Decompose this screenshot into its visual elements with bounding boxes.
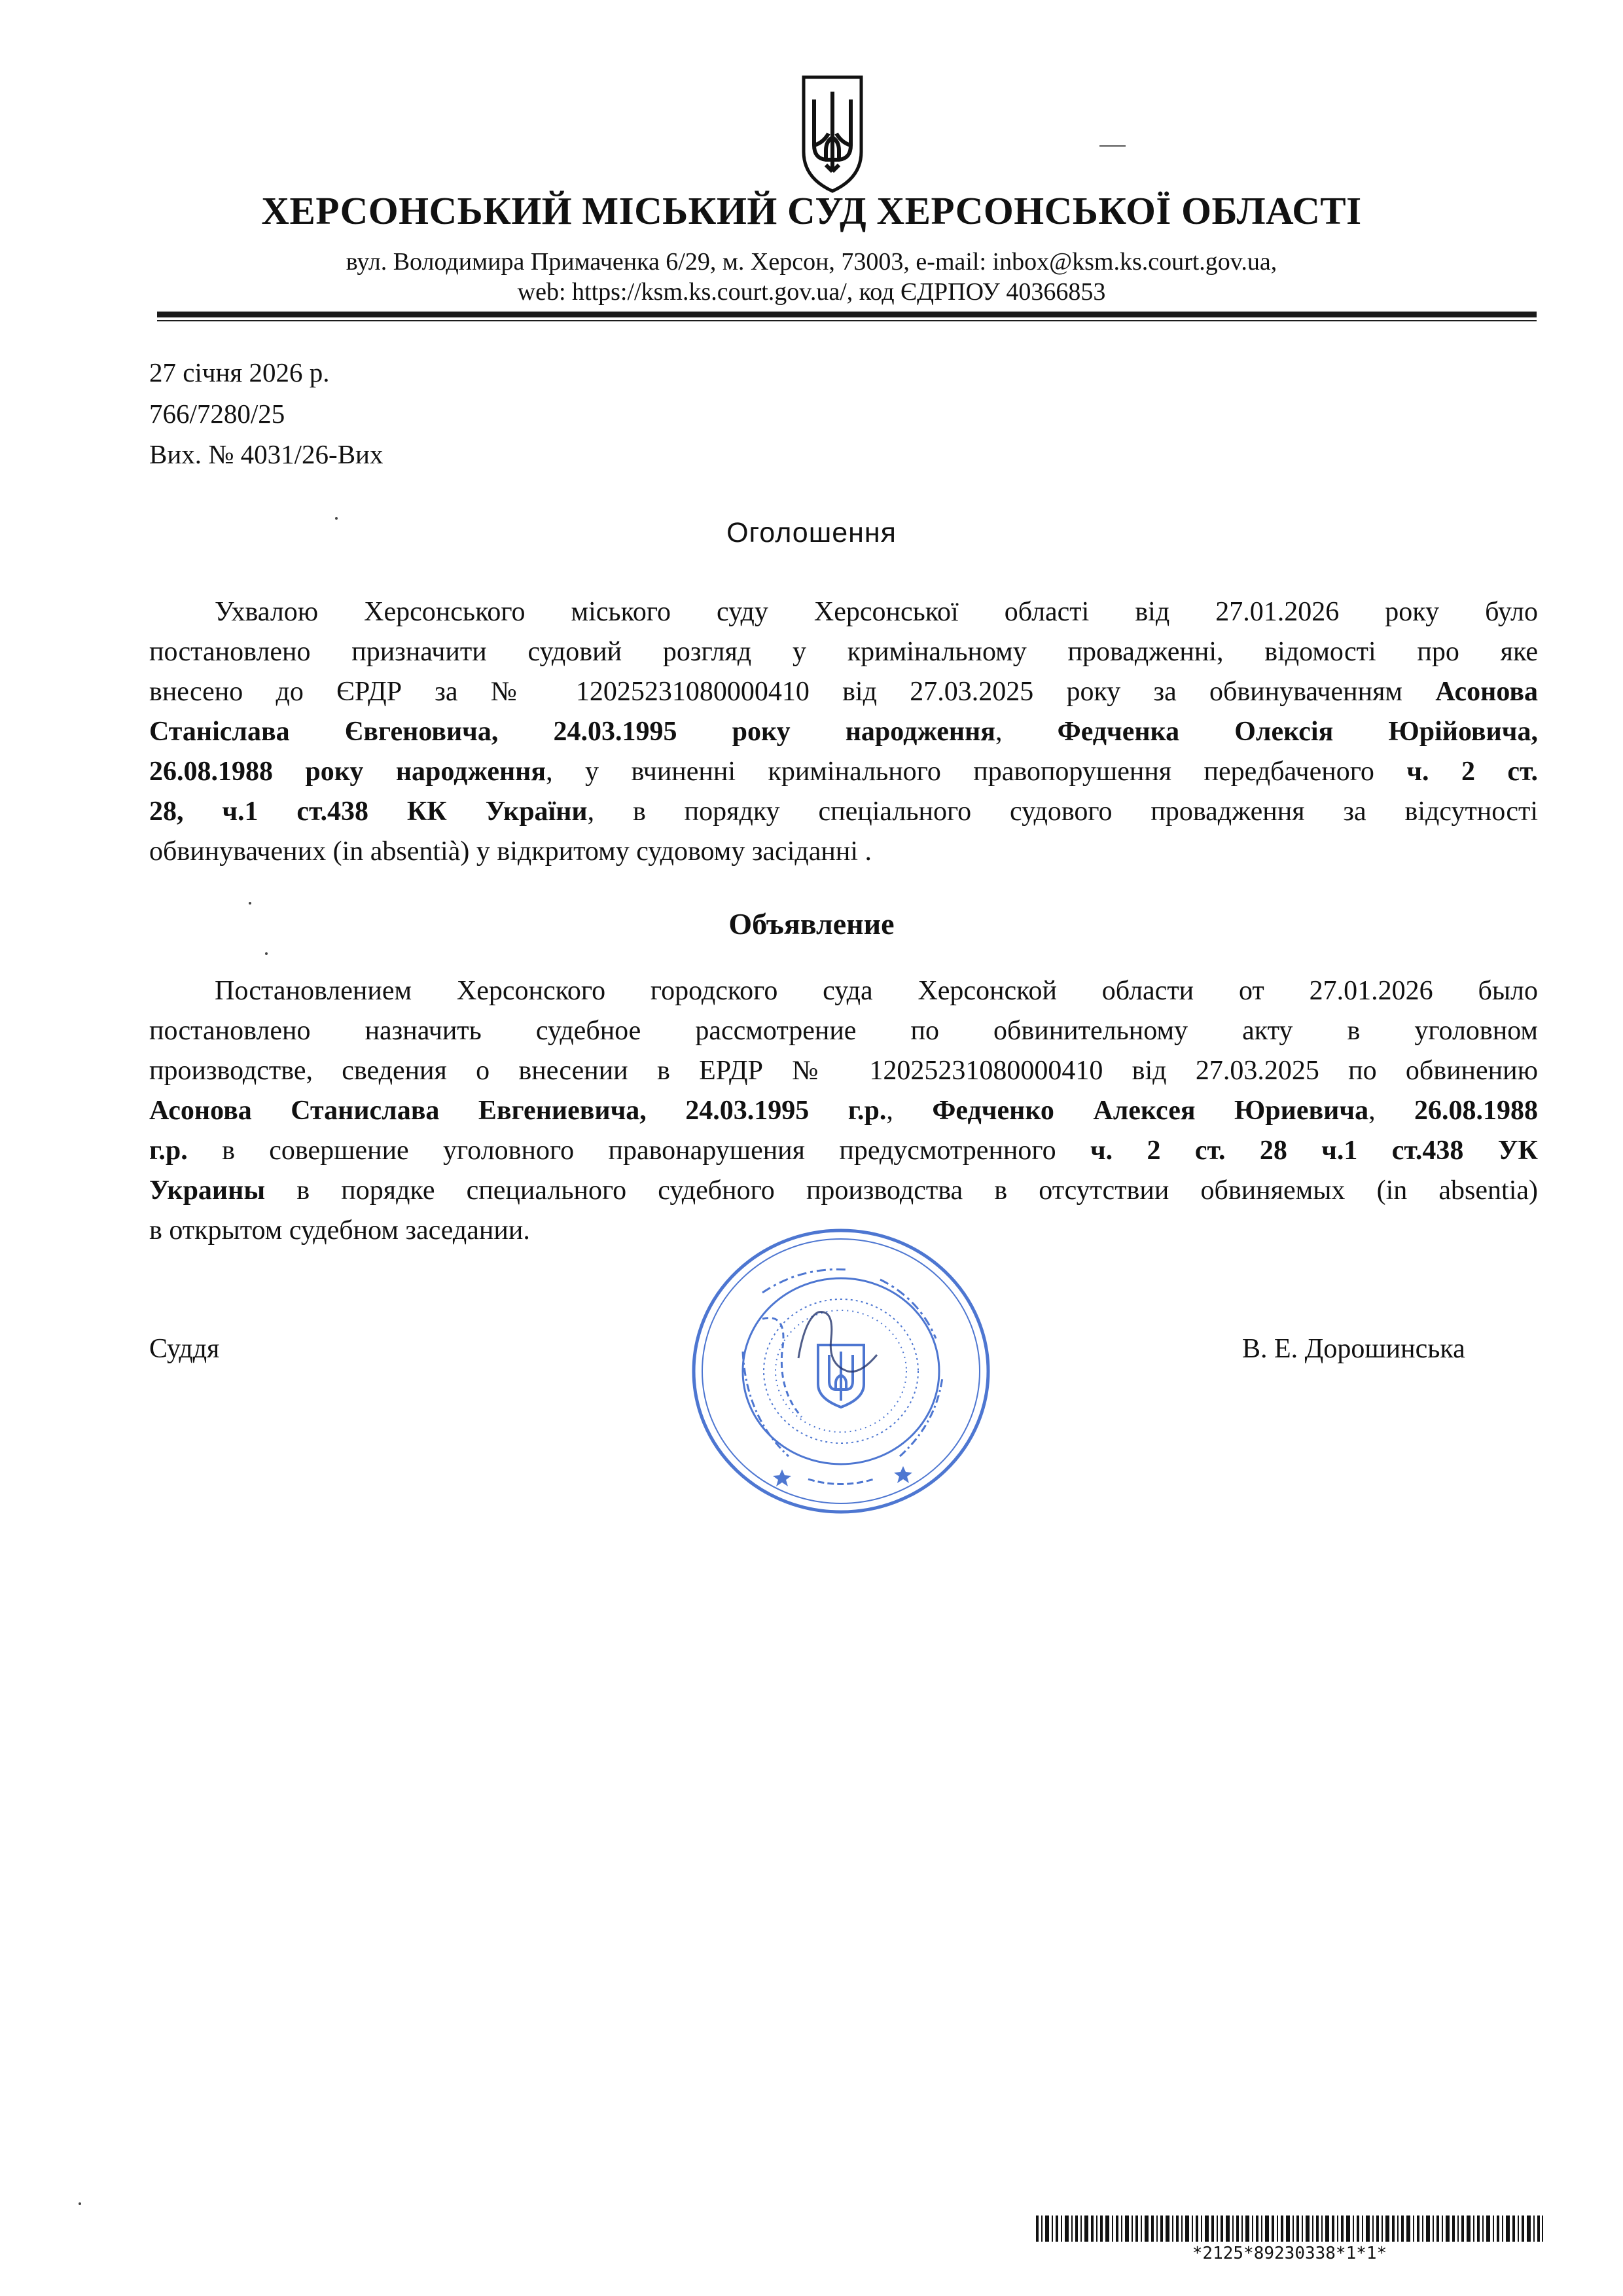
text-run: , в порядку спеціального судового провадження за відсутності xyxy=(587,797,1538,827)
trident-coat-of-arms-icon xyxy=(800,73,865,194)
bold-text: ч. 2 ст. xyxy=(1406,757,1538,787)
text-run: Постановлением Херсонского городского суда Херсонской области от 27.01.2026 было xyxy=(215,976,1538,1006)
bold-text: Станіслава Євгеновича, 24.03.1995 року народження xyxy=(149,717,995,747)
announcement-body-ua xyxy=(149,592,1538,872)
announcement-body-ru xyxy=(149,971,1538,1251)
text-run: постановлено призначити судовий розгляд у кримінальному провадженні, відомості про яке xyxy=(149,637,1538,667)
paragraph-line xyxy=(149,1171,1538,1211)
text-run: Ухвалою Херсонського міського суду Херсонської області від 27.01.2026 року було xyxy=(215,597,1538,627)
paragraph-line xyxy=(149,832,1538,872)
announcement-heading-ua: Оголошення xyxy=(726,517,897,548)
text-run: обвинувачених (in absentià) у відкритому судовому засіданні . xyxy=(149,836,872,867)
header-divider xyxy=(157,312,1537,317)
paragraph-line xyxy=(149,752,1538,792)
paragraph-line xyxy=(149,1091,1538,1131)
court-seal-stamp-icon xyxy=(684,1221,998,1522)
text-run: в открытом судебном заседании. xyxy=(149,1215,530,1246)
bold-text: Федченко Алексея Юриевича xyxy=(932,1096,1369,1126)
court-address: вул. Володимира Примаченка 6/29, м. Херсон, 73003, e-mail: inbox@ksm.ks.court.gov.ua, xyxy=(346,248,1277,276)
paragraph-line xyxy=(149,592,1538,632)
bold-text: г.р. xyxy=(149,1136,188,1166)
bold-text: ч. 2 ст. 28 ч.1 ст.438 УК xyxy=(1090,1136,1538,1166)
text-run: , у вчиненні кримінального правопорушення передбаченого xyxy=(546,757,1407,787)
judge-label: Суддя xyxy=(149,1334,220,1364)
paragraph-line xyxy=(149,712,1538,752)
bold-text: 26.08.1988 року народження xyxy=(149,757,546,787)
paragraph-line xyxy=(149,971,1538,1011)
header-divider-thin xyxy=(157,320,1537,321)
bold-text: Асонова Станислава Евгениевича, 24.03.1995 г.р. xyxy=(149,1096,887,1126)
paragraph-line xyxy=(149,672,1538,712)
paragraph-line xyxy=(149,632,1538,672)
scan-mark xyxy=(1099,145,1126,147)
bold-text: 26.08.1988 xyxy=(1414,1096,1539,1126)
paragraph-line xyxy=(149,1131,1538,1171)
text-run: , xyxy=(886,1096,933,1126)
bold-text: Асонова xyxy=(1435,677,1538,707)
text-run: внесено до ЄРДР за № 12025231080000410 від 27.03.2025 року за обвинуваченням xyxy=(149,677,1436,707)
scan-speck xyxy=(249,902,251,905)
text-run: в порядке специального судебного производства в отсутствии обвиняемых (in absentia) xyxy=(265,1175,1538,1206)
court-name: ХЕРСОНСЬКИЙ МІСЬКИЙ СУД ХЕРСОНСЬКОЇ ОБЛАСТІ xyxy=(261,189,1362,232)
announcement-heading-ru: Объявление xyxy=(728,907,895,941)
scan-speck xyxy=(79,2202,81,2205)
text-run: производстве, сведения о внесении в ЕРДР № 12025231080000410 від 27.03.2025 по обвинению xyxy=(149,1056,1538,1086)
case-number: 766/7280/25 xyxy=(149,399,285,429)
paragraph-line xyxy=(149,1011,1538,1051)
paragraph-line xyxy=(149,1051,1538,1091)
bold-text: Украины xyxy=(149,1175,266,1206)
text-run: , xyxy=(995,717,1058,747)
text-run: , xyxy=(1368,1096,1415,1126)
bold-text: 28, ч.1 ст.438 КК України xyxy=(149,797,588,827)
outgoing-number: Вих. № 4031/26-Вих xyxy=(149,439,383,469)
scan-speck xyxy=(265,952,268,955)
scan-speck xyxy=(335,517,338,520)
court-web-and-code: web: https://ksm.ks.court.gov.ua/, код ЄДРПОУ 40366853 xyxy=(517,278,1106,306)
text-run: в совершение уголовного правонарушения предусмотренного xyxy=(187,1136,1090,1166)
document-date: 27 січня 2026 р. xyxy=(149,357,330,387)
paragraph-line xyxy=(149,792,1538,832)
barcode-icon xyxy=(1036,2215,1543,2242)
judge-name: В. Е. Дорошинська xyxy=(1242,1334,1465,1364)
text-run: постановлено назначить судебное рассмотрение по обвинительному акту в уголовном xyxy=(149,1016,1538,1046)
barcode-number: *2125*89230338*1*1* xyxy=(1192,2244,1387,2263)
bold-text: Федченка Олексія Юрійовича, xyxy=(1057,717,1538,747)
